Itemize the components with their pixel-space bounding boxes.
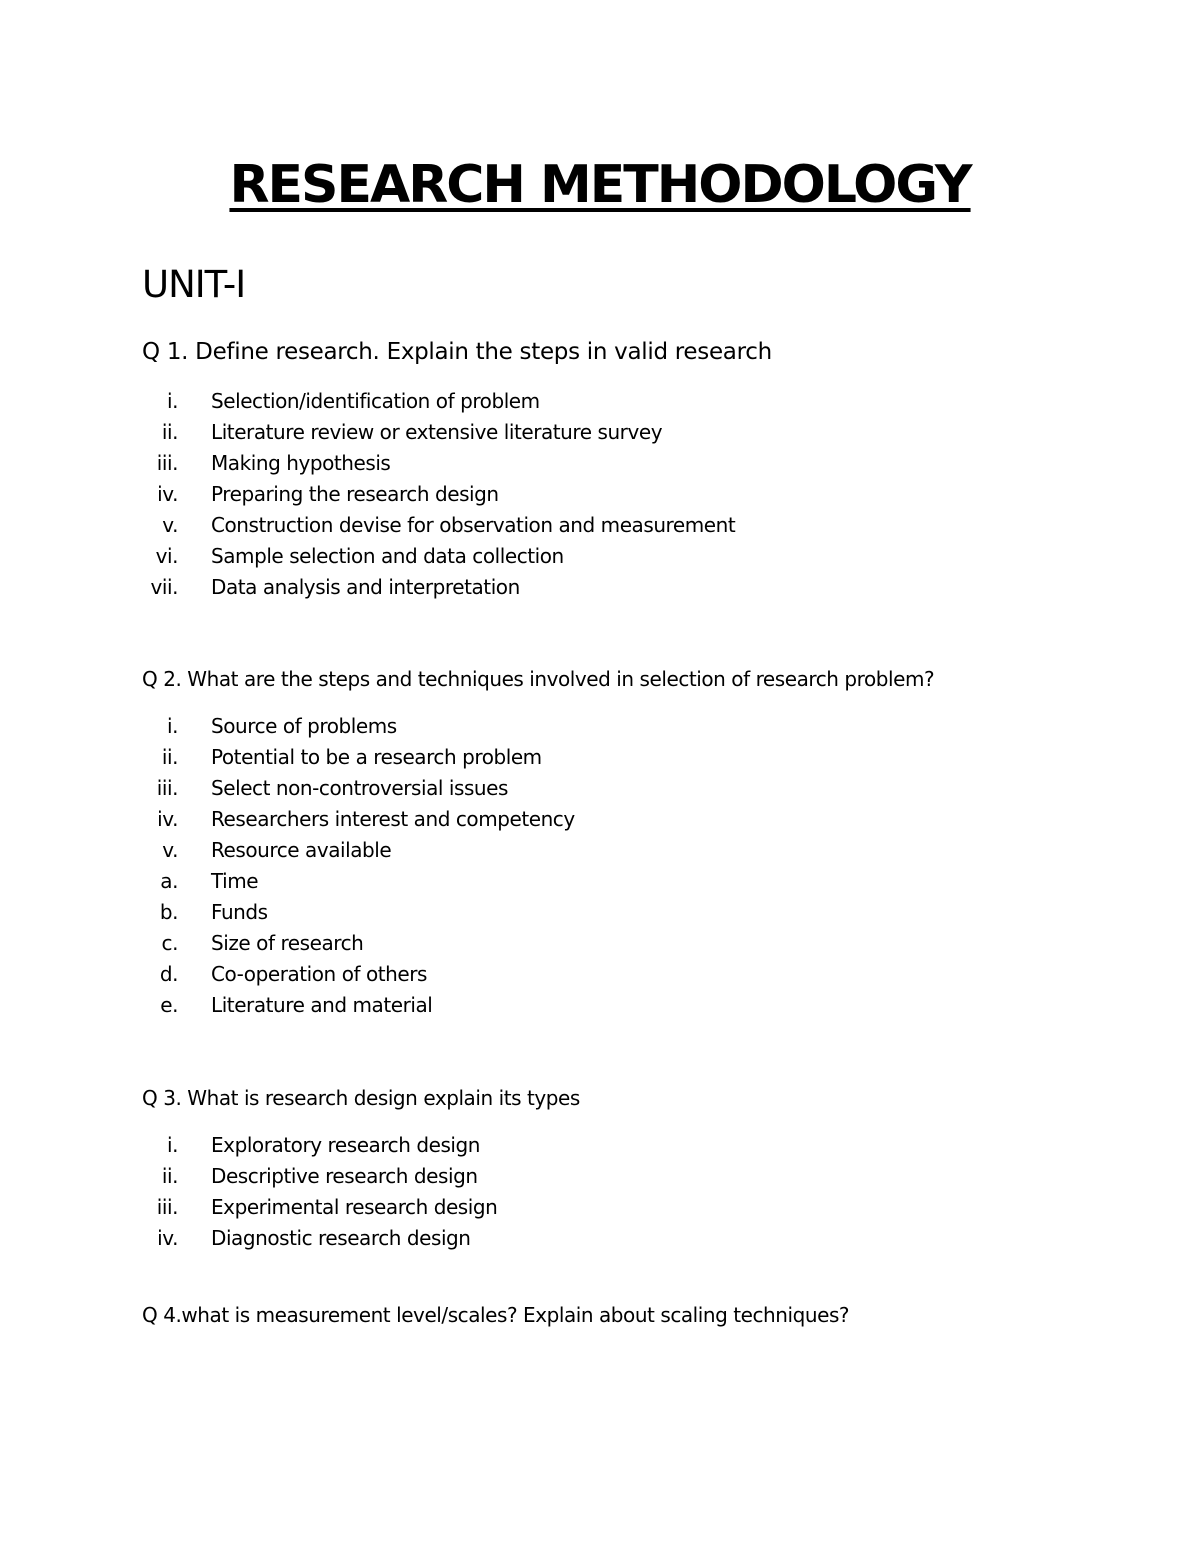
question-1-heading: Q 1. Define research. Explain the steps in valid research (142, 339, 772, 365)
list-item-text: Size of research (211, 931, 364, 955)
list-marker: iv. (157, 1226, 178, 1250)
list-item-text: Literature and material (211, 993, 433, 1017)
list-marker: vii. (150, 575, 178, 599)
question-2-heading: Q 2. What are the steps and techniques involved in selection of research problem? (142, 667, 935, 691)
list-item-text: Descriptive research design (211, 1164, 478, 1188)
list-marker: ii. (161, 420, 178, 444)
list-item-text: Preparing the research design (211, 482, 499, 506)
list-marker: ii. (161, 1164, 178, 1188)
list-marker: iv. (157, 807, 178, 831)
list-item-text: Resource available (211, 838, 392, 862)
list-marker: vi. (155, 544, 178, 568)
list-marker: ii. (161, 745, 178, 769)
list-marker: c. (161, 931, 178, 955)
document-title: RESEARCH METHODOLOGY (229, 155, 971, 215)
list-item-text: Experimental research design (211, 1195, 498, 1219)
list-item-text: Making hypothesis (211, 451, 391, 475)
list-marker: v. (162, 513, 178, 537)
list-item-text: Select non-controversial issues (211, 776, 508, 800)
list-marker: iii. (156, 776, 178, 800)
list-marker: b. (159, 900, 178, 924)
list-item-text: Diagnostic research design (211, 1226, 471, 1250)
list-marker: i. (166, 714, 178, 738)
list-item-text: Data analysis and interpretation (211, 575, 520, 599)
list-item-text: Co-operation of others (211, 962, 427, 986)
unit-heading: UNIT-I (142, 263, 246, 306)
question-3-heading: Q 3. What is research design explain its types (142, 1086, 580, 1110)
list-marker: d. (159, 962, 178, 986)
list-item-text: Literature review or extensive literature survey (211, 420, 663, 444)
list-item-text: Potential to be a research problem (211, 745, 542, 769)
list-item-text: Construction devise for observation and measurement (211, 513, 736, 537)
list-marker: iv. (157, 482, 178, 506)
question-4-heading: Q 4.what is measurement level/scales? Explain about scaling techniques? (142, 1303, 850, 1327)
list-marker: i. (166, 389, 178, 413)
list-marker: a. (160, 869, 178, 893)
list-marker: v. (162, 838, 178, 862)
list-marker: i. (166, 1133, 178, 1157)
list-marker: iii. (156, 451, 178, 475)
list-item-text: Selection/identification of problem (211, 389, 540, 413)
list-marker: iii. (156, 1195, 178, 1219)
list-item-text: Source of problems (211, 714, 397, 738)
list-item-text: Time (211, 869, 259, 893)
list-marker: e. (160, 993, 178, 1017)
list-item-text: Exploratory research design (211, 1133, 481, 1157)
list-item-text: Funds (211, 900, 268, 924)
list-item-text: Researchers interest and competency (211, 807, 575, 831)
list-item-text: Sample selection and data collection (211, 544, 564, 568)
